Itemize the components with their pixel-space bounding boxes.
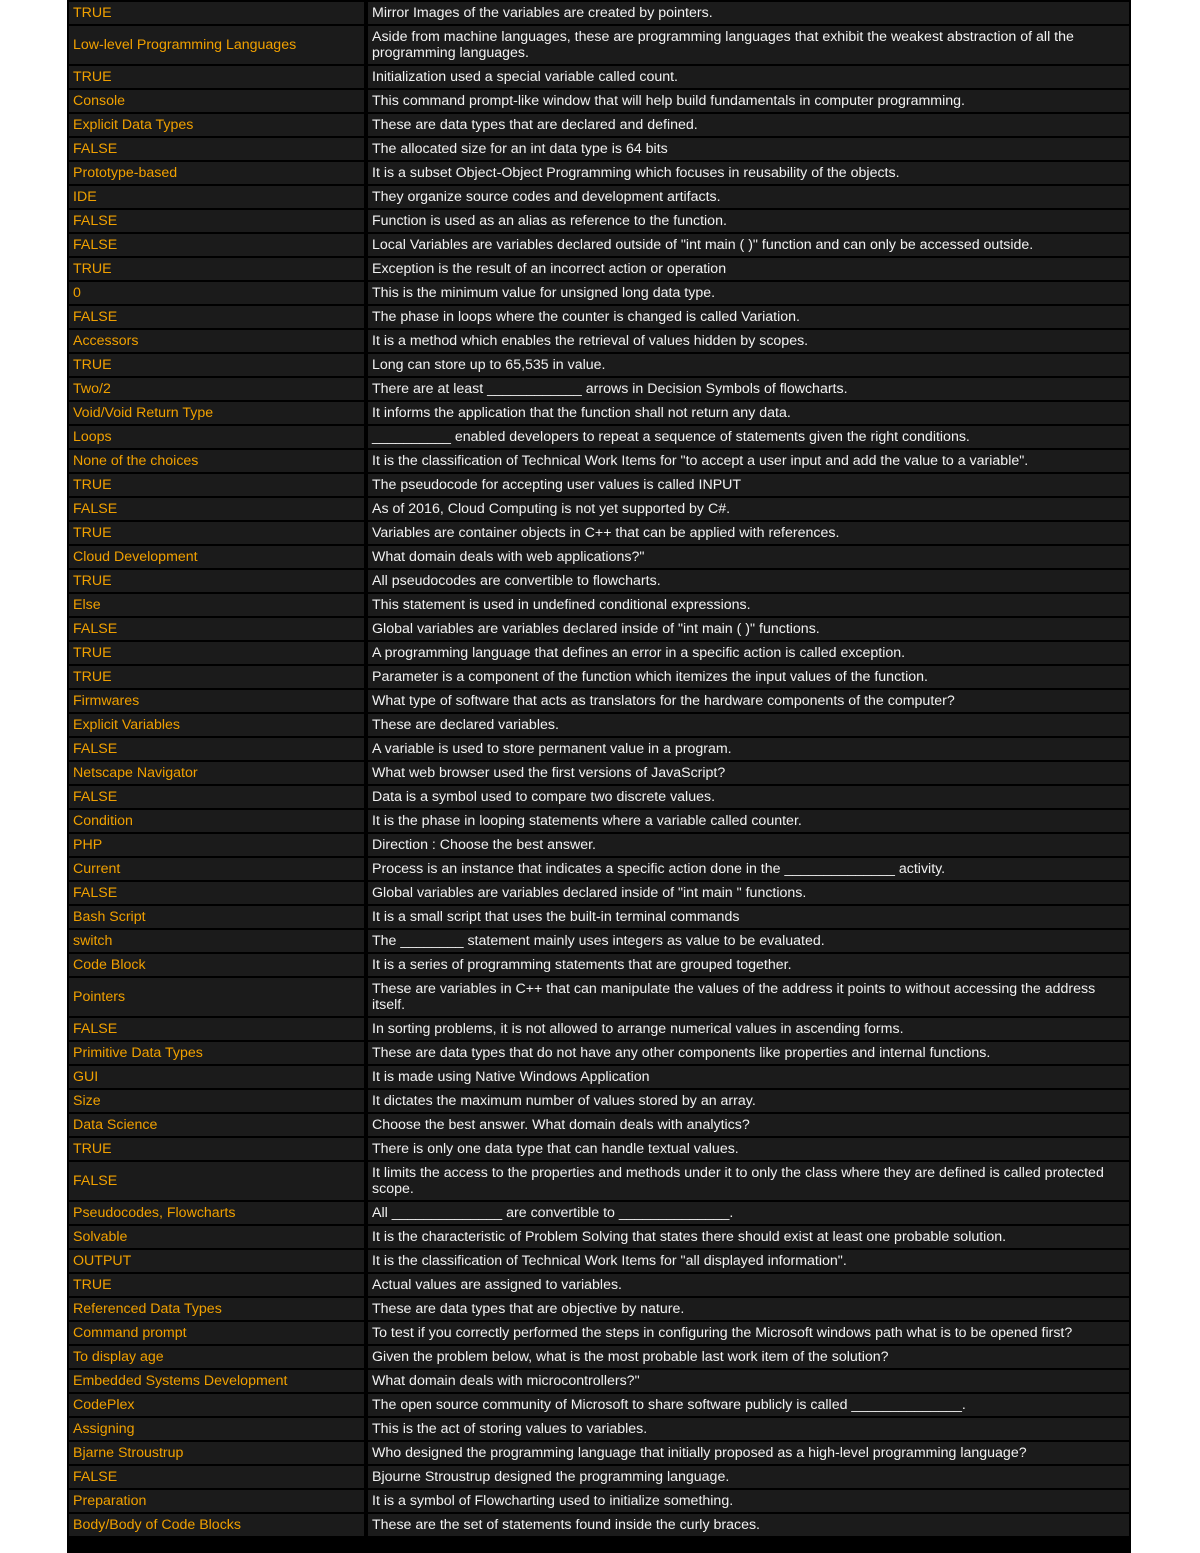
question-cell: Long can store up to 65,535 in value.	[368, 354, 1129, 376]
answer-cell: FALSE	[69, 1466, 368, 1488]
question-cell: It is a subset Object-Object Programming which focuses in reusability of the objects.	[368, 162, 1129, 184]
question-cell: Mirror Images of the variables are created by pointers.	[368, 2, 1129, 24]
table-row	[69, 402, 1129, 424]
question-cell: It is a symbol of Flowcharting used to initialize something.	[368, 1490, 1129, 1512]
answer-cell: Assigning	[69, 1418, 368, 1440]
question-cell: What web browser used the first versions of JavaScript?	[368, 762, 1129, 784]
question-cell: Given the problem below, what is the most probable last work item of the solution?	[368, 1346, 1129, 1368]
question-cell: As of 2016, Cloud Computing is not yet supported by C#.	[368, 498, 1129, 520]
table-row	[69, 258, 1129, 280]
answer-cell: FALSE	[69, 1162, 368, 1200]
table-row	[69, 2, 1129, 24]
answer-cell: TRUE	[69, 1138, 368, 1160]
question-cell: These are the set of statements found inside the curly braces.	[368, 1514, 1129, 1536]
answer-cell: Else	[69, 594, 368, 616]
answer-cell: Pointers	[69, 978, 368, 1016]
answer-cell: OUTPUT	[69, 1250, 368, 1272]
question-cell: Bjourne Stroustrup designed the programming language.	[368, 1466, 1129, 1488]
table-row	[69, 1418, 1129, 1440]
answer-cell: CodePlex	[69, 1394, 368, 1416]
answer-cell: To display age	[69, 1346, 368, 1368]
answer-cell: TRUE	[69, 1274, 368, 1296]
table-row	[69, 306, 1129, 328]
question-cell: Direction : Choose the best answer.	[368, 834, 1129, 856]
question-cell: It is the classification of Technical Work Items for "all displayed information".	[368, 1250, 1129, 1272]
answer-cell: switch	[69, 930, 368, 952]
question-cell: What type of software that acts as translators for the hardware components of the computer?	[368, 690, 1129, 712]
table-row	[69, 1250, 1129, 1272]
table-row	[69, 1346, 1129, 1368]
table-row	[69, 90, 1129, 112]
table-row	[69, 162, 1129, 184]
question-cell: Initialization used a special variable called count.	[368, 66, 1129, 88]
question-cell: Exception is the result of an incorrect action or operation	[368, 258, 1129, 280]
table-row	[69, 1066, 1129, 1088]
table-row	[69, 1162, 1129, 1200]
question-cell: Who designed the programming language that initially proposed as a high-level programming language?	[368, 1442, 1129, 1464]
table-row	[69, 1298, 1129, 1320]
question-cell: A variable is used to store permanent value in a program.	[368, 738, 1129, 760]
table-row	[69, 66, 1129, 88]
answer-cell: Bjarne Stroustrup	[69, 1442, 368, 1464]
question-cell: This statement is used in undefined conditional expressions.	[368, 594, 1129, 616]
table-row	[69, 1114, 1129, 1136]
question-cell: There is only one data type that can handle textual values.	[368, 1138, 1129, 1160]
answer-cell: Firmwares	[69, 690, 368, 712]
table-row	[69, 1394, 1129, 1416]
answer-cell: FALSE	[69, 882, 368, 904]
question-cell: It is the characteristic of Problem Solving that states there should exist at least one probable solution.	[368, 1226, 1129, 1248]
answer-cell: TRUE	[69, 2, 368, 24]
answer-cell: TRUE	[69, 258, 368, 280]
table-row	[69, 546, 1129, 568]
question-cell: Global variables are variables declared inside of "int main ( )" functions.	[368, 618, 1129, 640]
answer-cell: FALSE	[69, 618, 368, 640]
table-row	[69, 1322, 1129, 1344]
question-cell: Function is used as an alias as reference to the function.	[368, 210, 1129, 232]
answer-cell: Condition	[69, 810, 368, 832]
table-row	[69, 114, 1129, 136]
table-row	[69, 354, 1129, 376]
table-row	[69, 1202, 1129, 1224]
question-cell: The open source community of Microsoft to share software publicly is called ______________.	[368, 1394, 1129, 1416]
table-row	[69, 714, 1129, 736]
question-cell: This is the minimum value for unsigned long data type.	[368, 282, 1129, 304]
answer-cell: Command prompt	[69, 1322, 368, 1344]
answer-cell: Accessors	[69, 330, 368, 352]
table-row	[69, 834, 1129, 856]
question-cell: These are variables in C++ that can manipulate the values of the address it points to without accessing the address itself.	[368, 978, 1129, 1016]
answer-cell: Referenced Data Types	[69, 1298, 368, 1320]
question-cell: It limits the access to the properties and methods under it to only the class where they are defined is called protected scope.	[368, 1162, 1129, 1200]
answer-cell: Embedded Systems Development	[69, 1370, 368, 1392]
question-cell: This is the act of storing values to variables.	[368, 1418, 1129, 1440]
answer-cell: TRUE	[69, 570, 368, 592]
question-cell: All pseudocodes are convertible to flowcharts.	[368, 570, 1129, 592]
answer-cell: Two/2	[69, 378, 368, 400]
question-cell: This command prompt-like window that will help build fundamentals in computer programming.	[368, 90, 1129, 112]
question-cell: All ______________ are convertible to ______________.	[368, 1202, 1129, 1224]
table-row	[69, 786, 1129, 808]
question-cell: It dictates the maximum number of values stored by an array.	[368, 1090, 1129, 1112]
table-row	[69, 450, 1129, 472]
table-row	[69, 282, 1129, 304]
question-cell: In sorting problems, it is not allowed to arrange numerical values in ascending forms.	[368, 1018, 1129, 1040]
question-cell: It is a small script that uses the built-in terminal commands	[368, 906, 1129, 928]
table-row	[69, 690, 1129, 712]
table-row	[69, 138, 1129, 160]
table-row	[69, 762, 1129, 784]
question-cell: A programming language that defines an error in a specific action is called exception.	[368, 642, 1129, 664]
question-cell: These are data types that do not have any other components like properties and internal functions.	[368, 1042, 1129, 1064]
answer-cell: FALSE	[69, 786, 368, 808]
table-row	[69, 210, 1129, 232]
question-cell: It is the classification of Technical Work Items for "to accept a user input and add the value to a variable".	[368, 450, 1129, 472]
answer-cell: IDE	[69, 186, 368, 208]
table-row	[69, 978, 1129, 1016]
table-row	[69, 498, 1129, 520]
question-cell: It is a series of programming statements that are grouped together.	[368, 954, 1129, 976]
answer-cell: GUI	[69, 1066, 368, 1088]
table-row	[69, 810, 1129, 832]
question-cell: These are data types that are objective by nature.	[368, 1298, 1129, 1320]
answer-cell: FALSE	[69, 234, 368, 256]
table-row	[69, 1018, 1129, 1040]
question-cell: What domain deals with web applications?"	[368, 546, 1129, 568]
table-row	[69, 1090, 1129, 1112]
answer-cell: Void/Void Return Type	[69, 402, 368, 424]
answer-cell: Netscape Navigator	[69, 762, 368, 784]
question-cell: The phase in loops where the counter is changed is called Variation.	[368, 306, 1129, 328]
answer-cell: Body/Body of Code Blocks	[69, 1514, 368, 1536]
question-cell: They organize source codes and development artifacts.	[368, 186, 1129, 208]
question-cell: Process is an instance that indicates a specific action done in the ______________ activity.	[368, 858, 1129, 880]
table-row	[69, 26, 1129, 64]
answer-cell: FALSE	[69, 738, 368, 760]
question-cell: Global variables are variables declared inside of "int main " functions.	[368, 882, 1129, 904]
answer-cell: PHP	[69, 834, 368, 856]
answer-cell: FALSE	[69, 210, 368, 232]
question-cell: To test if you correctly performed the steps in configuring the Microsoft windows path what is to be opened first?	[368, 1322, 1129, 1344]
answer-cell: Cloud Development	[69, 546, 368, 568]
question-cell: Actual values are assigned to variables.	[368, 1274, 1129, 1296]
answer-cell: Explicit Variables	[69, 714, 368, 736]
answer-cell: TRUE	[69, 522, 368, 544]
answer-cell: Solvable	[69, 1226, 368, 1248]
answer-cell: FALSE	[69, 498, 368, 520]
table-row	[69, 474, 1129, 496]
table-row	[69, 570, 1129, 592]
answer-cell: Explicit Data Types	[69, 114, 368, 136]
answer-cell: Pseudocodes, Flowcharts	[69, 1202, 368, 1224]
question-cell: It is made using Native Windows Application	[368, 1066, 1129, 1088]
table-row	[69, 378, 1129, 400]
answer-cell: Code Block	[69, 954, 368, 976]
question-cell: Variables are container objects in C++ that can be applied with references.	[368, 522, 1129, 544]
answer-cell: FALSE	[69, 138, 368, 160]
table-row	[69, 666, 1129, 688]
question-cell: The allocated size for an int data type is 64 bits	[368, 138, 1129, 160]
table-row	[69, 330, 1129, 352]
answer-cell: Current	[69, 858, 368, 880]
question-cell: It is a method which enables the retrieval of values hidden by scopes.	[368, 330, 1129, 352]
answer-cell: TRUE	[69, 354, 368, 376]
table-row	[69, 1490, 1129, 1512]
question-cell: These are declared variables.	[368, 714, 1129, 736]
table-row	[69, 186, 1129, 208]
answer-cell: TRUE	[69, 66, 368, 88]
table-row	[69, 738, 1129, 760]
table-row	[69, 1042, 1129, 1064]
table-row	[69, 642, 1129, 664]
question-cell: It is the phase in looping statements where a variable called counter.	[368, 810, 1129, 832]
table-row	[69, 1466, 1129, 1488]
question-cell: Local Variables are variables declared outside of "int main ( )" function and can only be accessed outside.	[368, 234, 1129, 256]
table-row	[69, 930, 1129, 952]
answer-cell: Primitive Data Types	[69, 1042, 368, 1064]
question-cell: Aside from machine languages, these are programming languages that exhibit the weakest abstraction of all the programming languages.	[368, 26, 1129, 64]
table-row	[69, 1370, 1129, 1392]
answer-cell: Console	[69, 90, 368, 112]
table-row	[69, 618, 1129, 640]
answer-cell: Preparation	[69, 1490, 368, 1512]
question-cell: What domain deals with microcontrollers?"	[368, 1370, 1129, 1392]
question-cell: Data is a symbol used to compare two discrete values.	[368, 786, 1129, 808]
table-row	[69, 1226, 1129, 1248]
table-row	[69, 522, 1129, 544]
answer-cell: Bash Script	[69, 906, 368, 928]
question-cell: Parameter is a component of the function which itemizes the input values of the function.	[368, 666, 1129, 688]
answer-sheet	[67, 0, 1131, 1553]
table-row	[69, 1138, 1129, 1160]
question-cell: The ________ statement mainly uses integers as value to be evaluated.	[368, 930, 1129, 952]
question-cell: It informs the application that the function shall not return any data.	[368, 402, 1129, 424]
question-cell: Choose the best answer. What domain deals with analytics?	[368, 1114, 1129, 1136]
table-row	[69, 1442, 1129, 1464]
table-row	[69, 906, 1129, 928]
answer-cell: TRUE	[69, 474, 368, 496]
answer-cell: Data Science	[69, 1114, 368, 1136]
question-cell: The pseudocode for accepting user values is called INPUT	[368, 474, 1129, 496]
answer-cell: TRUE	[69, 642, 368, 664]
answer-cell: FALSE	[69, 1018, 368, 1040]
question-cell: There are at least ____________ arrows in Decision Symbols of flowcharts.	[368, 378, 1129, 400]
answer-cell: FALSE	[69, 306, 368, 328]
qa-table-body	[69, 2, 1129, 1536]
answer-cell: TRUE	[69, 666, 368, 688]
answer-cell: Prototype-based	[69, 162, 368, 184]
qa-table	[69, 0, 1129, 1538]
question-cell: These are data types that are declared and defined.	[368, 114, 1129, 136]
table-row	[69, 594, 1129, 616]
question-cell: __________ enabled developers to repeat a sequence of statements given the right conditions.	[368, 426, 1129, 448]
table-row	[69, 954, 1129, 976]
table-row	[69, 234, 1129, 256]
table-row	[69, 858, 1129, 880]
answer-cell: None of the choices	[69, 450, 368, 472]
table-row	[69, 1274, 1129, 1296]
answer-cell: Loops	[69, 426, 368, 448]
table-row	[69, 426, 1129, 448]
table-row	[69, 882, 1129, 904]
table-row	[69, 1514, 1129, 1536]
answer-cell: Low-level Programming Languages	[69, 26, 368, 64]
answer-cell: 0	[69, 282, 368, 304]
answer-cell: Size	[69, 1090, 368, 1112]
